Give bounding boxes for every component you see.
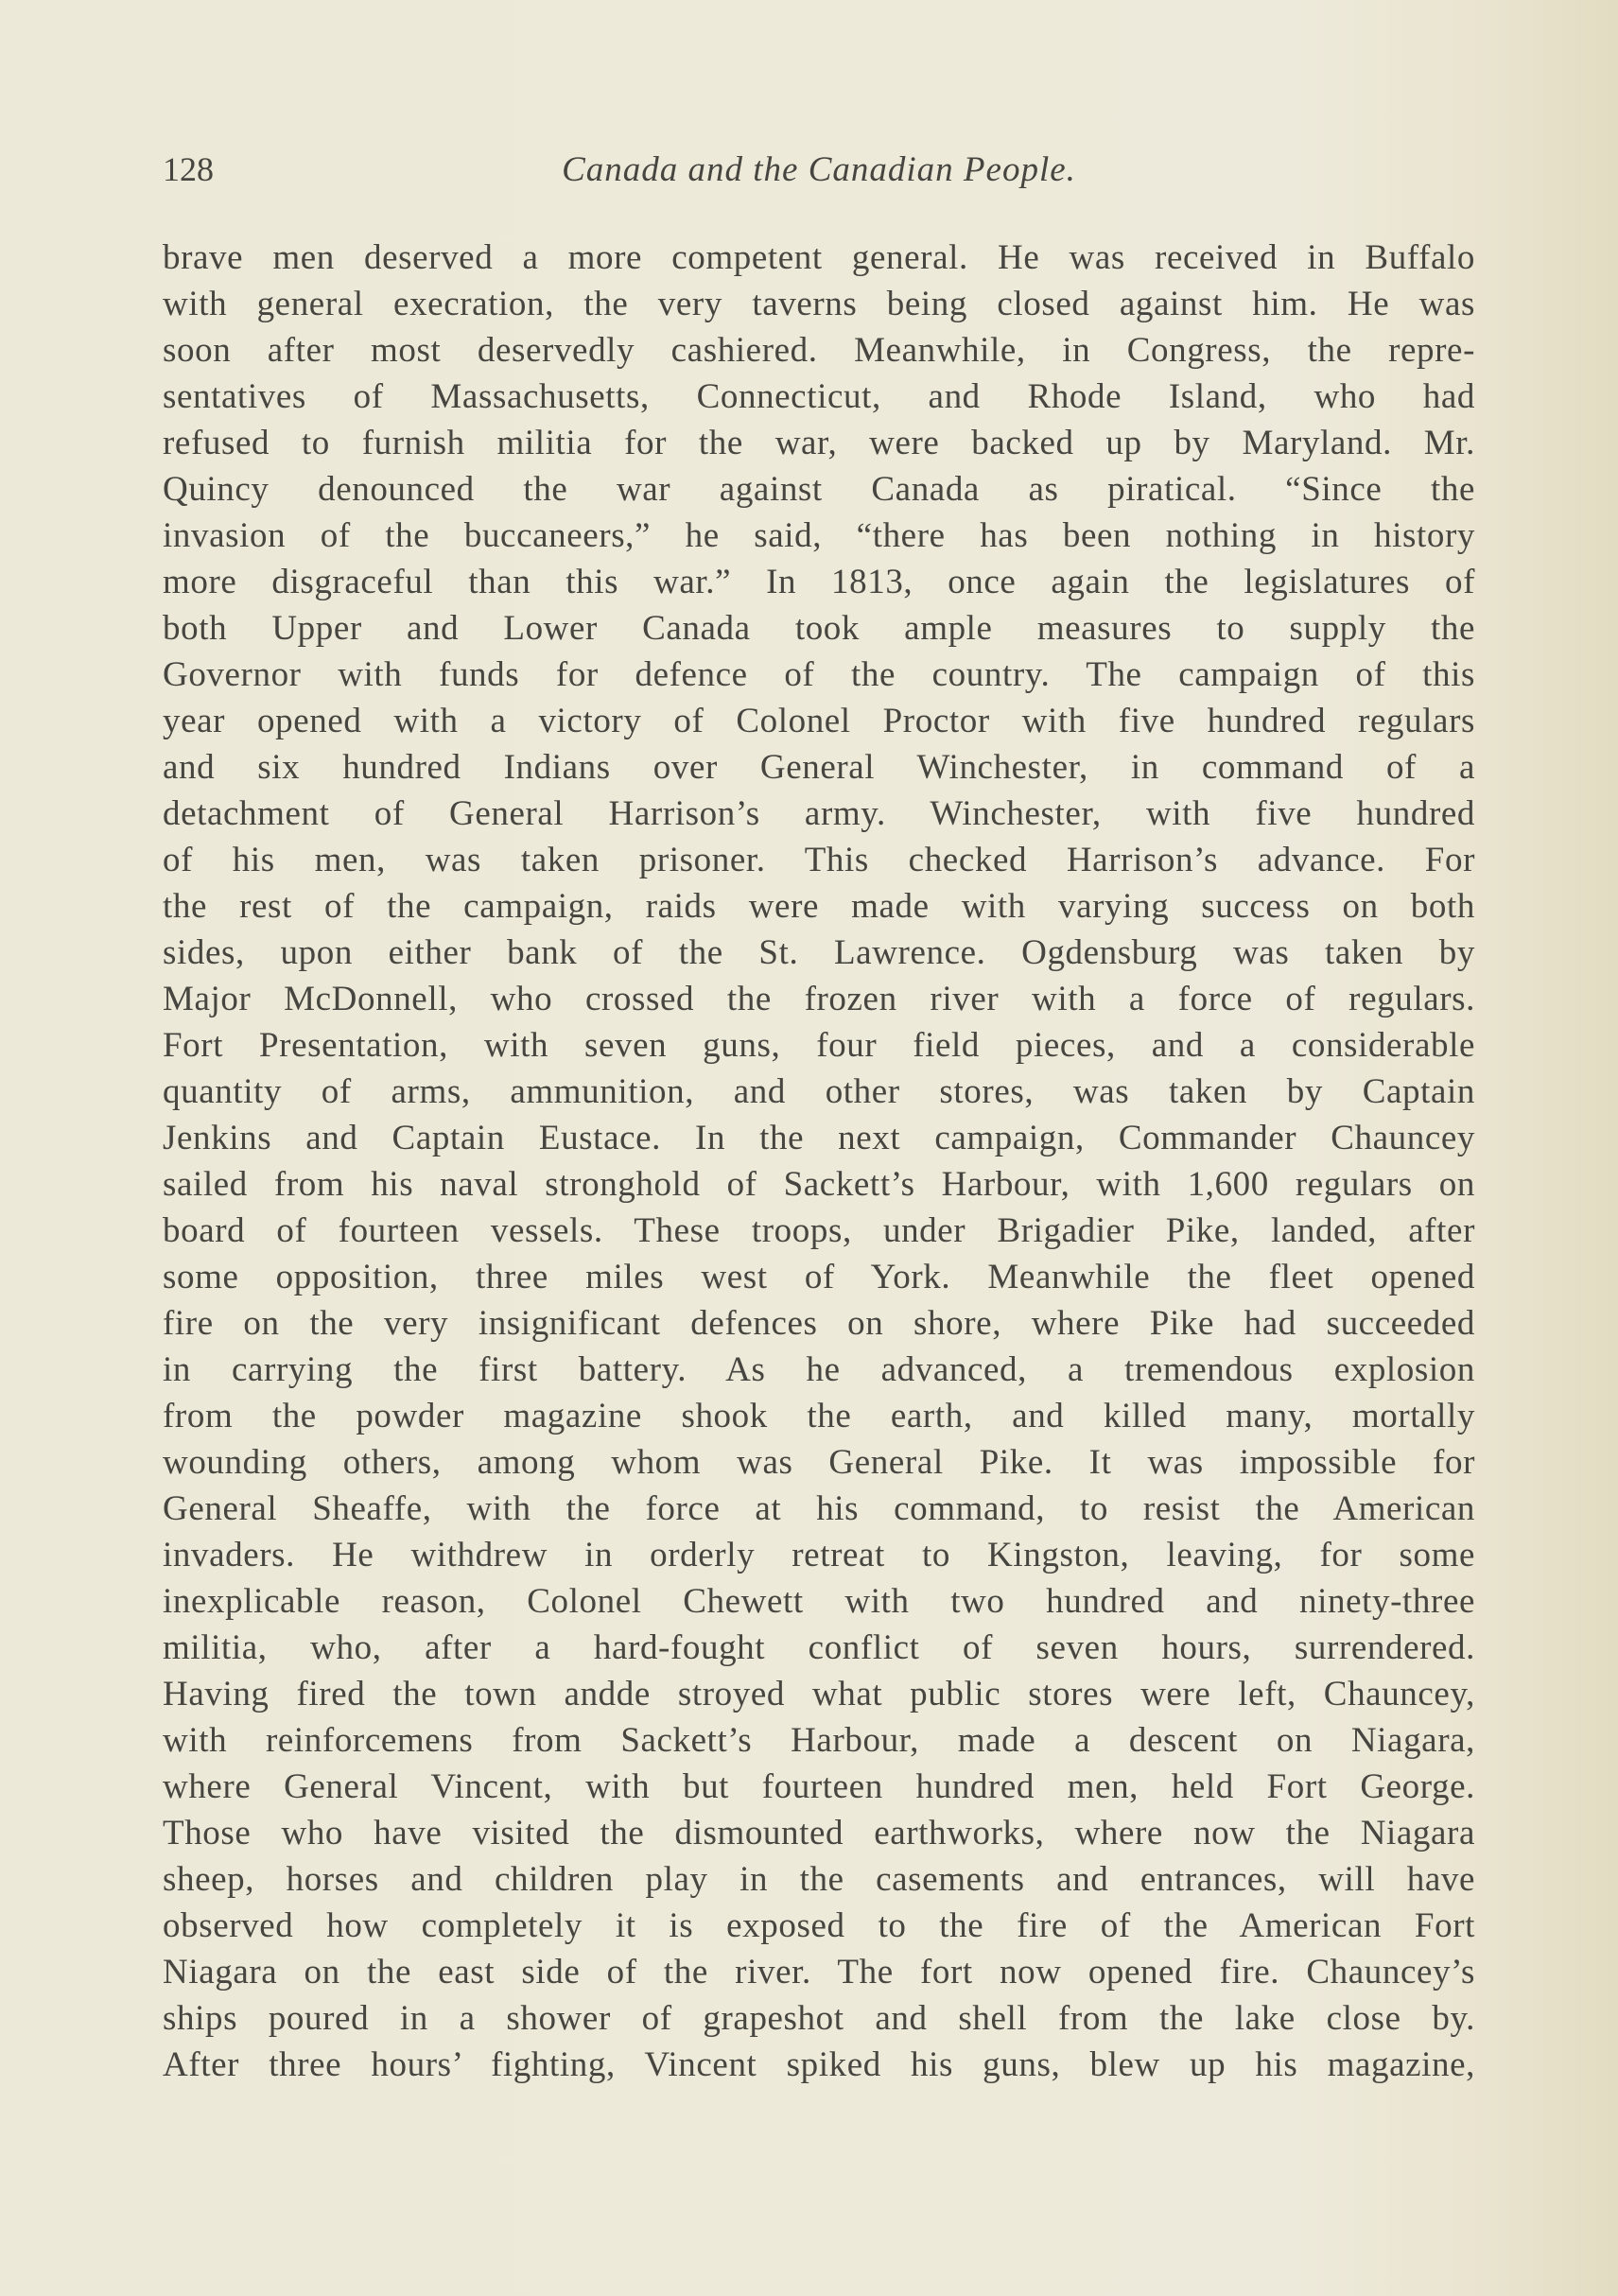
text-line: board of fourteen vessels. These troops, under Brigadier Pike, landed, after: [163, 1211, 1475, 1250]
text-line: observed how completely it is exposed to the fire of the American Fort: [163, 1906, 1475, 1945]
text-line: soon after most deservedly cashiered. Meanwhile, in Congress, the repre-: [163, 331, 1475, 370]
text-line: Niagara on the east side of the river. The fort now opened fire. Chauncey’s: [163, 1953, 1475, 1992]
text-line: Governor with funds for defence of the country. The campaign of this: [163, 655, 1475, 694]
text-line: invaders. He withdrew in orderly retreat to Kingston, leaving, for some: [163, 1536, 1475, 1574]
text-line: wounding others, among whom was General Pike. It was impossible for: [163, 1443, 1475, 1482]
text-line: General Sheaffe, with the force at his command, to resist the American: [163, 1489, 1475, 1528]
text-line: invasion of the buccaneers,” he said, “there has been nothing in history: [163, 516, 1475, 555]
text-line: more disgraceful than this war.” In 1813, once again the legislatures of: [163, 563, 1475, 601]
text-line: detachment of General Harrison’s army. Winchester, with five hundred: [163, 794, 1475, 833]
text-line: sailed from his naval stronghold of Sackett’s Harbour, with 1,600 regulars on: [163, 1165, 1475, 1204]
text-line: of his men, was taken prisoner. This checked Harrison’s advance. For: [163, 841, 1475, 879]
text-line: quantity of arms, ammunition, and other stores, was taken by Captain: [163, 1072, 1475, 1111]
text-line: ships poured in a shower of grapeshot and shell from the lake close by.: [163, 1999, 1475, 2038]
text-line: with reinforcemens from Sackett’s Harbour, made a descent on Niagara,: [163, 1721, 1475, 1760]
body-text: [163, 235, 1475, 2088]
text-line: year opened with a victory of Colonel Proctor with five hundred regulars: [163, 702, 1475, 740]
text-line: sheep, horses and children play in the casements and entrances, will have: [163, 1860, 1475, 1899]
text-line: After three hours’ fighting, Vincent spiked his guns, blew up his magazine,: [163, 2045, 1475, 2084]
text-line: and six hundred Indians over General Winchester, in command of a: [163, 748, 1475, 787]
text-line: sides, upon either bank of the St. Lawrence. Ogdensburg was taken by: [163, 933, 1475, 972]
running-title: Canada and the Canadian People.: [562, 150, 1076, 189]
text-line: militia, who, after a hard-fought conflict of seven hours, surrendered.: [163, 1628, 1475, 1667]
text-line: fire on the very insignificant defences on shore, where Pike had succeeded: [163, 1304, 1475, 1343]
text-line: Quincy denounced the war against Canada as piratical. “Since the: [163, 470, 1475, 509]
text-line: some opposition, three miles west of York. Meanwhile the fleet opened: [163, 1258, 1475, 1296]
text-line: refused to furnish militia for the war, were backed up by Maryland. Mr.: [163, 424, 1475, 462]
text-line: brave men deserved a more competent general. He was received in Buffalo: [163, 238, 1475, 277]
text-line: inexplicable reason, Colonel Chewett with two hundred and ninety-three: [163, 1582, 1475, 1621]
text-line: Having fired the town andde stroyed what public stores were left, Chauncey,: [163, 1675, 1475, 1713]
text-line: Those who have visited the dismounted earthworks, where now the Niagara: [163, 1814, 1475, 1852]
text-line: the rest of the campaign, raids were made with varying success on both: [163, 887, 1475, 926]
page-header: [163, 142, 1475, 199]
page-number: 128: [163, 150, 214, 188]
text-line: Fort Presentation, with seven guns, four field pieces, and a considerable: [163, 1026, 1475, 1065]
text-line: Jenkins and Captain Eustace. In the next campaign, Commander Chauncey: [163, 1119, 1475, 1157]
text-line: sentatives of Massachusetts, Connecticut, and Rhode Island, who had: [163, 377, 1475, 416]
text-line: in carrying the first battery. As he advanced, a tremendous explosion: [163, 1350, 1475, 1389]
text-line: from the powder magazine shook the earth, and killed many, mortally: [163, 1397, 1475, 1435]
text-line: both Upper and Lower Canada took ample measures to supply the: [163, 609, 1475, 648]
text-line: Major McDonnell, who crossed the frozen river with a force of regulars.: [163, 980, 1475, 1018]
text-line: with general execration, the very taverns being closed against him. He was: [163, 285, 1475, 323]
text-line: where General Vincent, with but fourteen hundred men, held Fort George.: [163, 1767, 1475, 1806]
